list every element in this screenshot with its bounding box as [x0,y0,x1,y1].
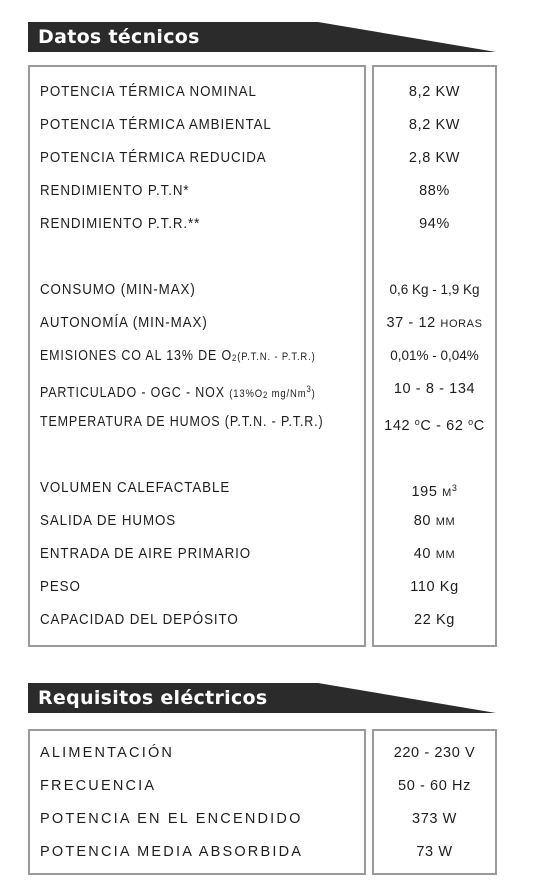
row-value-peso: 110 Kg [410,579,459,595]
row-label-volumen: VOLUMEN CALEFACTABLE [40,480,231,496]
row-label-frecuencia: FRECUENCIA [40,778,157,794]
row-label-emisiones: EMISIONES CO AL 13% DE O2(P.T.N. - P.T.R.) [40,348,316,364]
row-label-peso: PESO [40,579,81,595]
technical-values-box [372,65,497,647]
row-value-consumo: 0,6 Kg - 1,9 Kg [389,282,480,297]
row-value-capacidad: 22 Kg [414,612,455,628]
row-value-volumen: 195 $M^3$ [411,483,458,500]
row-label-rendimiento-ptn: RENDIMIENTO P.T.N* [40,183,190,199]
row-value-potencia-reducida: 2,8 KW [408,150,461,166]
row-label-potencia-media: POTENCIA MEDIA ABSORBIDA [40,844,304,860]
row-value-emisiones: 0,01% - 0,04% [390,348,479,363]
row-label-potencia-nominal: POTENCIA TÉRMICA NOMINAL [40,84,257,100]
row-value-rendimiento-ptr: 94% [419,216,450,232]
row-label-alimentacion: ALIMENTACIÓN [40,745,175,761]
row-label-salida-humos: SALIDA DE HUMOS [40,513,177,529]
row-label-potencia-encendido: POTENCIA EN EL ENCENDIDO [40,811,303,827]
row-label-humos: TEMPERATURA DE HUMOS (P.T.N. - P.T.R.) [40,414,324,430]
row-label-particulado: PARTICULADO - OGC - NOX (13%O2 mg/Nm$^3$) [40,384,316,401]
row-value-frecuencia: 50 - 60 Hz [398,778,471,794]
row-label-consumo: CONSUMO (MIN-MAX) [40,282,196,298]
row-label-entrada-aire: ENTRADA DE AIRE PRIMARIO [40,546,252,562]
row-label-capacidad: CAPACIDAD DEL DEPÓSITO [40,612,239,628]
row-value-alimentacion: 220 - 230 V [393,745,476,761]
row-value-particulado: 10 - 8 - 134 [393,381,476,397]
technical-title: Datos técnicos [38,26,200,48]
row-value-potencia-nominal: 8,2 KW [408,84,461,100]
technical-labels-box [28,65,366,647]
row-label-rendimiento-ptr: RENDIMIENTO P.T.R.** [40,216,201,232]
row-label-autonomia: AUTONOMÍA (MIN-MAX) [40,315,208,331]
electrical-header [28,683,496,713]
row-value-entrada-aire: 40 MM [413,546,456,562]
row-label-potencia-ambiental: POTENCIA TÉRMICA AMBIENTAL [40,117,272,133]
electrical-labels-box [28,729,366,875]
technical-header [28,22,496,52]
row-value-rendimiento-ptn: 88% [419,183,450,199]
electrical-title: Requisitos eléctricos [38,687,268,709]
electrical-values-box [372,729,497,875]
row-value-potencia-ambiental: 8,2 KW [408,117,461,133]
row-value-autonomia: 37 - 12 HORAS [386,315,483,331]
row-label-potencia-reducida: POTENCIA TÉRMICA REDUCIDA [40,150,267,166]
row-value-salida-humos: 80 MM [413,513,456,529]
row-value-humos: 142 $^o$C - 62 $^o$C [384,417,485,434]
row-value-potencia-media: 73 W [416,844,453,860]
row-value-potencia-encendido: 373 W [412,811,457,827]
